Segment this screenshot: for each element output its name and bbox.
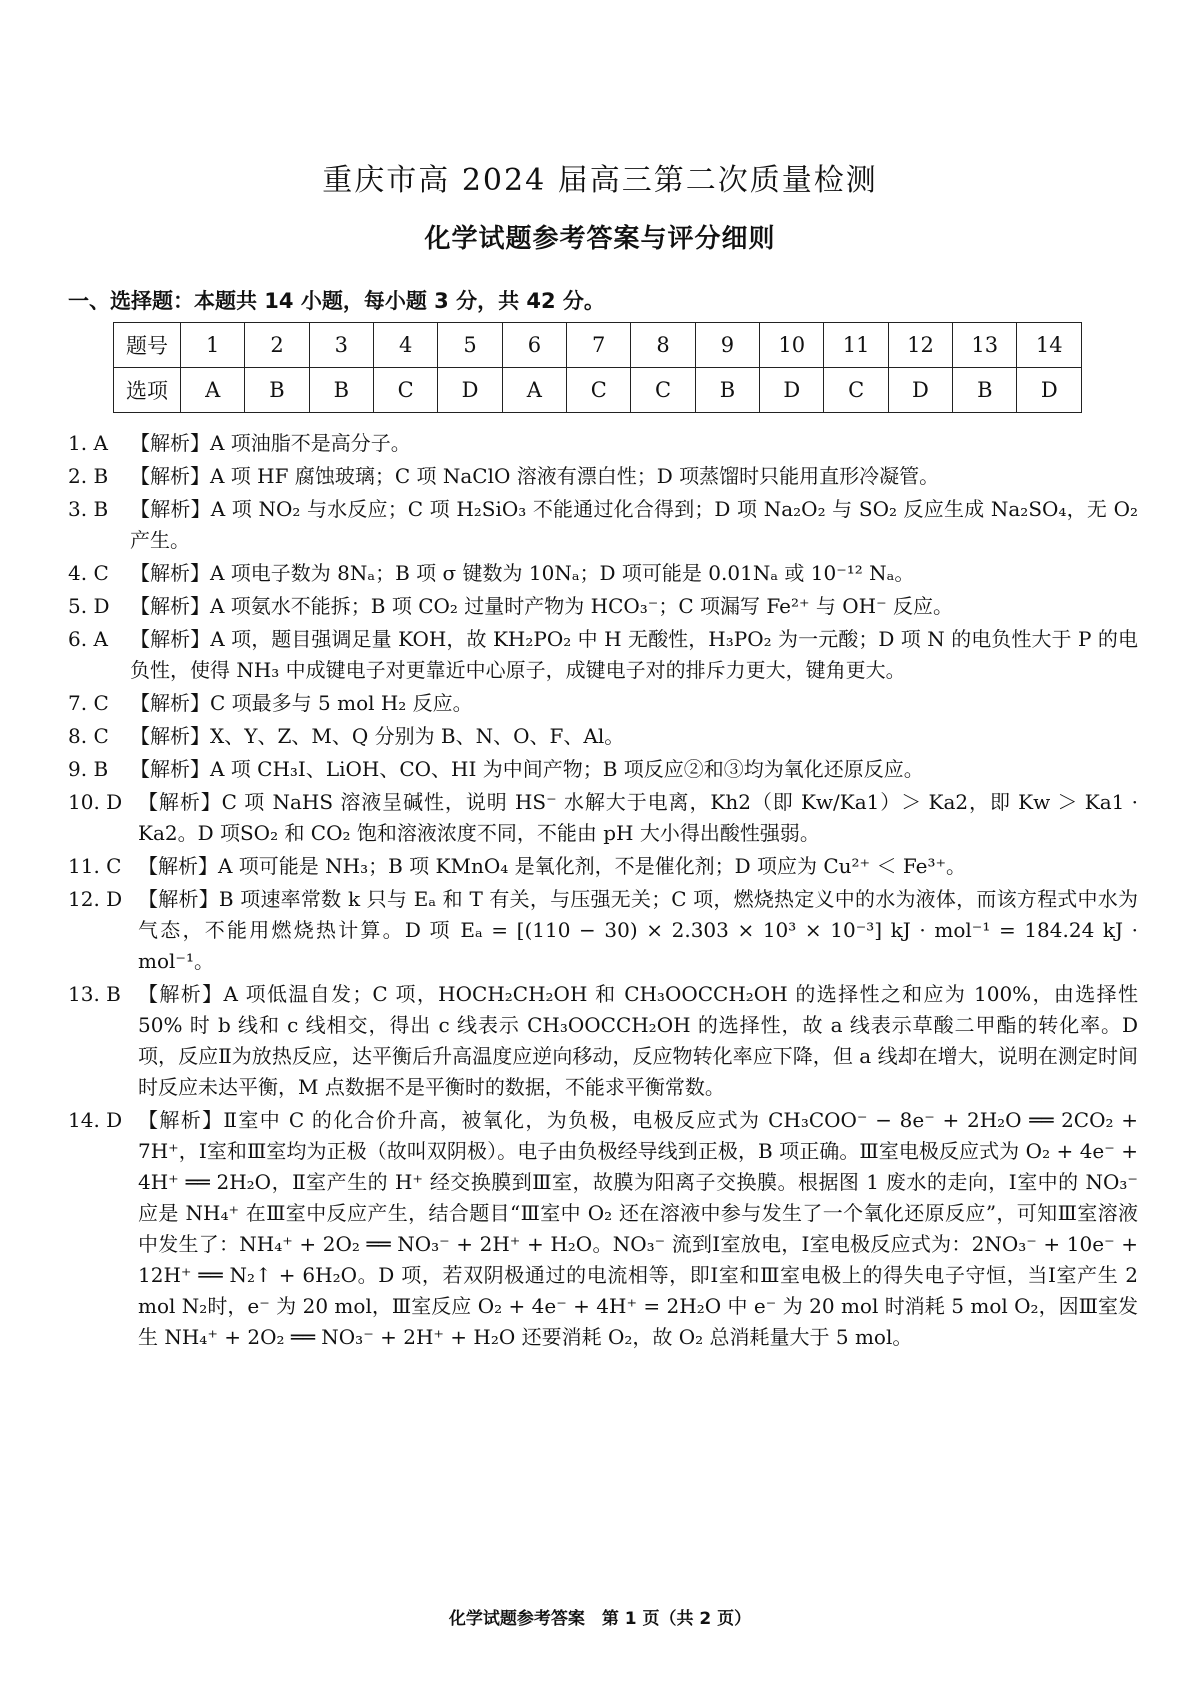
answer-cell: C [567, 368, 631, 413]
page-footer: 化学试题参考答案 第 1 页（共 2 页） [448, 1609, 752, 1629]
item-number: 9. B [68, 757, 109, 781]
answer-row [114, 368, 1082, 413]
explanation-item [68, 558, 1138, 589]
question-number: 1 [181, 323, 245, 368]
explanation-item [68, 787, 1138, 849]
page-title: 重庆市高 2024 届高三第二次质量检测 [322, 163, 878, 198]
item-number: 11. C [68, 854, 122, 878]
item-number: 6. A [68, 627, 108, 651]
answer-cell: C [824, 368, 888, 413]
item-text: 【解析】A 项电子数为 8Nₐ；B 项 σ 键数为 10Nₐ；D 项可能是 0.01Nₐ 或 10⁻¹² Nₐ。 [130, 561, 915, 585]
item-number: 12. D [68, 887, 123, 911]
item-number: 5. D [68, 594, 110, 618]
answer-cell: D [1017, 368, 1082, 413]
item-number: 1. A [68, 431, 108, 455]
item-text: 【解析】C 项最多与 5 mol H₂ 反应。 [130, 691, 473, 715]
answer-cell: B [953, 368, 1017, 413]
item-text: 【解析】A 项 CH₃I、LiOH、CO、HI 为中间产物；B 项反应②和③均为氧化还原反应。 [130, 757, 924, 781]
question-number: 3 [309, 323, 373, 368]
question-number: 4 [374, 323, 438, 368]
question-number: 13 [953, 323, 1017, 368]
answer-cell: A [181, 368, 245, 413]
question-number: 5 [438, 323, 502, 368]
item-number: 4. C [68, 561, 109, 585]
item-text: 【解析】Ⅱ室中 C 的化合价升高，被氧化，为负极，电极反应式为 CH₃COO⁻ − 8e⁻ + 2H₂O ══ 2CO₂ + 7H⁺，Ⅰ室和Ⅲ室均为正极（故叫双阴极）。电子由负极经导线到正极，B 项正确。Ⅲ室电极反应式为 O₂ + 4e⁻ + 4H⁺ ══ 2H₂O，Ⅱ室产生的 H⁺ 经交换膜到Ⅲ室，故膜为阳离子交换膜。根据图 1 废水的走向，Ⅰ室中的 NO₃⁻ 应是 NH₄⁺ 在Ⅲ室中反应产生，结合题目“Ⅲ室中 O₂ 还在溶液中参与发生了一个氧化还原反应”，可知Ⅲ室溶液中发生了：NH₄⁺ + 2O₂ ══ NO₃⁻ + 2H⁺ + H₂O。NO₃⁻ 流到Ⅰ室放电，Ⅰ室电极反应式为：2NO₃⁻ + 10e⁻ + 12H⁺ ══ N₂↑ + 6H₂O。D 项，若双阴极通过的电流相等，即Ⅰ室和Ⅲ室电极上的得失电子守恒，当Ⅰ室产生 2 mol N₂时，e⁻ 为 20 mol，Ⅲ室反应 O₂ + 4e⁻ + 4H⁺ = 2H₂O 中 e⁻ 为 20 mol 时消耗 5 mol O₂，因Ⅲ室发生 NH₄⁺ + 2O₂ ══ NO₃⁻ + 2H⁺ + H₂O 还要消耗 O₂，故 O₂ 总消耗量大于 5 mol。 [138, 1108, 1138, 1349]
item-text: 【解析】X、Y、Z、M、Q 分别为 B、N、O、F、Al。 [130, 724, 625, 748]
item-text: 【解析】A 项 NO₂ 与水反应；C 项 H₂SiO₃ 不能通过化合得到；D 项 Na₂O₂ 与 SO₂ 反应生成 Na₂SO₄，无 O₂ 产生。 [130, 497, 1138, 552]
answer-cell: D [438, 368, 502, 413]
explanation-item [68, 884, 1138, 977]
item-text: 【解析】A 项油脂不是高分子。 [130, 431, 411, 455]
question-number: 14 [1017, 323, 1082, 368]
question-number: 12 [888, 323, 952, 368]
row-label-question: 题号 [114, 323, 181, 368]
explanation-item [68, 1105, 1138, 1353]
explanation-list [68, 428, 1138, 1353]
answer-cell: B [245, 368, 309, 413]
answer-cell: A [502, 368, 566, 413]
explanation-item [68, 979, 1138, 1103]
explanation-item [68, 721, 1138, 752]
item-text: 【解析】C 项 NaHS 溶液呈碱性，说明 HS⁻ 水解大于电离，Kh2（即 Kw/Ka1）＞ Ka2，即 Kw ＞ Ka1 · Ka2。D 项SO₂ 和 CO₂ 饱和溶液浓度不同，不能由 pH 大小得出酸性强弱。 [138, 790, 1138, 845]
item-text: 【解析】A 项可能是 NH₃；B 项 KMnO₄ 是氧化剂，不是催化剂；D 项应为 Cu²⁺ ＜ Fe³⁺。 [138, 854, 967, 878]
section-heading: 一、选择题：本题共 14 小题，每小题 3 分，共 42 分。 [68, 289, 605, 313]
item-number: 3. B [68, 497, 109, 521]
explanation-item [68, 591, 1138, 622]
explanation-item [68, 851, 1138, 882]
explanation-item [68, 494, 1138, 556]
page-subtitle: 化学试题参考答案与评分细则 [424, 224, 776, 254]
explanation-item [68, 688, 1138, 719]
question-number: 7 [567, 323, 631, 368]
question-number: 6 [502, 323, 566, 368]
answer-cell: D [760, 368, 824, 413]
item-text: 【解析】A 项，题目强调足量 KOH，故 KH₂PO₂ 中 H 无酸性，H₃PO₂ 为一元酸；D 项 N 的电负性大于 P 的电负性，使得 NH₃ 中成键电子对更靠近中心原子，成键电子对的排斥力更大，键角更大。 [130, 627, 1138, 682]
question-number-row [114, 323, 1082, 368]
item-text: 【解析】A 项 HF 腐蚀玻璃；C 项 NaClO 溶液有漂白性；D 项蒸馏时只能用直形冷凝管。 [130, 464, 940, 488]
item-number: 8. C [68, 724, 109, 748]
answer-cell: C [631, 368, 695, 413]
explanation-item [68, 461, 1138, 492]
question-number: 10 [760, 323, 824, 368]
answer-cell: C [374, 368, 438, 413]
question-number: 11 [824, 323, 888, 368]
row-label-answer: 选项 [114, 368, 181, 413]
question-number: 9 [695, 323, 759, 368]
item-number: 7. C [68, 691, 109, 715]
item-number: 10. D [68, 790, 123, 814]
item-text: 【解析】A 项低温自发；C 项，HOCH₂CH₂OH 和 CH₃OOCCH₂OH 的选择性之和应为 100%，由选择性 50% 时 b 线和 c 线相交，得出 c 线表示 CH₃OOCCH₂OH 的选择性，故 a 线表示草酸二甲酯的转化率。D 项，反应Ⅱ为放热反应，达平衡后升高温度应逆向移动，反应物转化率应下降，但 a 线却在增大，说明在测定时间时反应未达平衡，M 点数据不是平衡时的数据，不能求平衡常数。 [138, 982, 1138, 1099]
answer-cell: D [888, 368, 952, 413]
item-text: 【解析】B 项速率常数 k 只与 Eₐ 和 T 有关，与压强无关；C 项，燃烧热定义中的水为液体，而该方程式中水为气态，不能用燃烧热计算。D 项 Eₐ = [(110 − 30) × 2.303 × 10³ × 10⁻³] kJ · mol⁻¹ = 184.24 kJ · mol⁻¹。 [138, 887, 1138, 973]
explanation-item [68, 428, 1138, 459]
question-number: 2 [245, 323, 309, 368]
item-number: 14. D [68, 1108, 123, 1132]
explanation-item [68, 624, 1138, 686]
answer-table [113, 322, 1082, 413]
explanation-item [68, 754, 1138, 785]
item-text: 【解析】A 项氨水不能拆；B 项 CO₂ 过量时产物为 HCO₃⁻；C 项漏写 Fe²⁺ 与 OH⁻ 反应。 [130, 594, 954, 618]
answer-cell: B [309, 368, 373, 413]
answer-cell: B [695, 368, 759, 413]
item-number: 2. B [68, 464, 109, 488]
item-number: 13. B [68, 982, 121, 1006]
question-number: 8 [631, 323, 695, 368]
